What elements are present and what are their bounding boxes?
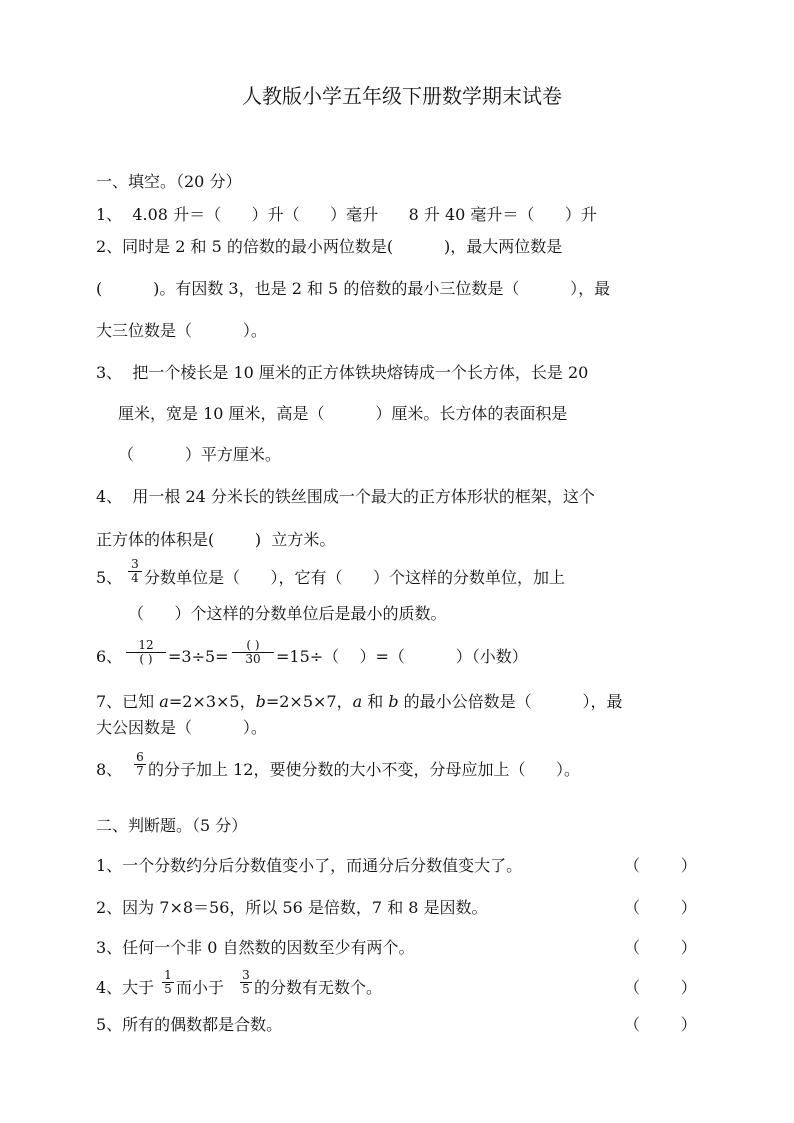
- q7-var-b: b: [255, 692, 266, 711]
- question-4-line2: 正方体的体积是( ) 立方米。: [96, 530, 336, 549]
- question-7-line2: 大公因数是（ ）。: [96, 718, 267, 737]
- question-8-rest: 的分子加上 12，要使分数的大小不变，分母应加上（ ）。: [148, 760, 580, 779]
- question-3-line3: （ ）平方厘米。: [118, 445, 281, 464]
- fraction-numerator: ( ): [246, 638, 260, 652]
- page-title: 人教版小学五年级下册数学期末试卷: [242, 84, 562, 108]
- fraction-denominator: 5: [242, 982, 250, 996]
- question-8-fraction: [134, 751, 146, 778]
- q7-var-a2: a: [352, 692, 363, 711]
- question-6-fraction-1: [126, 639, 166, 666]
- fraction-numerator: 3: [131, 557, 139, 571]
- judge-item-3-text: 3、任何一个非 0 自然数的因数至少有两个。: [96, 938, 415, 957]
- section2-heading: 二、判断题。（5 分）: [96, 816, 248, 835]
- judge-item-4-text-c: 的分数有无数个。: [254, 978, 383, 997]
- fraction-numerator: 3: [242, 968, 250, 982]
- judge-item-4-text-a: 4、大于: [96, 978, 155, 997]
- judge-item-1-paren: （ ）: [624, 856, 697, 875]
- q7-text-e: 的最小公倍数是（ ），最: [398, 692, 623, 711]
- fraction-numerator: 12: [138, 638, 154, 652]
- q7-text-b: =2×3×5，: [168, 692, 256, 711]
- q7-text-d: 和: [362, 692, 389, 711]
- section1-heading: 一、填空。（20 分）: [96, 172, 242, 191]
- fraction-denominator: 7: [136, 764, 144, 778]
- judge-item-5-text: 5、所有的偶数都是合数。: [96, 1015, 283, 1034]
- fraction-numerator: 1: [164, 968, 172, 982]
- judge-item-4-fraction-2: [240, 969, 252, 996]
- judge-item-4-fraction-1: [162, 969, 174, 996]
- question-6-mid: =3÷5=: [168, 647, 229, 666]
- question-6-fraction-2: [232, 639, 274, 666]
- fraction-denominator: ( ): [139, 652, 153, 666]
- question-3-line2: 厘米，宽是 10 厘米，高是（ ）厘米。长方体的表面积是: [118, 404, 568, 423]
- q7-var-a: a: [159, 692, 169, 711]
- judge-item-3-paren: （ ）: [624, 938, 697, 957]
- judge-item-2-text: 2、因为 7×8＝56，所以 56 是倍数，7 和 8 是因数。: [96, 898, 488, 917]
- question-5-line1: 分数单位是（ ），它有（ ）个这样的分数单位，加上: [144, 568, 566, 587]
- fraction-denominator: 30: [245, 652, 261, 666]
- q7-text-a: 7、已知: [96, 692, 160, 711]
- question-8-prefix: 8、: [96, 760, 123, 779]
- judge-item-1-text: 1、一个分数约分后分数值变小了，而通分后分数值变大了。: [96, 856, 523, 875]
- judge-item-4-paren: （ ）: [624, 978, 697, 997]
- question-6-rest: =15÷（ ）=（ ）（小数）: [276, 647, 528, 666]
- question-7-line1: [96, 692, 623, 712]
- question-5-prefix: 5、: [96, 568, 123, 587]
- question-1: 1、 4.08 升＝（ ）升（ ）毫升 8 升 40 毫升＝（ ）升: [96, 205, 597, 224]
- fraction-denominator: 4: [131, 571, 139, 585]
- question-3-line1: 3、 把一个棱长是 10 厘米的正方体铁块熔铸成一个长方体，长是 20: [96, 363, 589, 382]
- question-6-prefix: 6、: [96, 647, 123, 666]
- judge-item-5-paren: （ ）: [624, 1015, 697, 1034]
- fraction-numerator: 6: [136, 750, 144, 764]
- question-2-line2: ( )。有因数 3，也是 2 和 5 的倍数的最小三位数是（ ），最: [96, 279, 611, 298]
- question-5-fraction: [128, 558, 142, 585]
- question-4-line1: 4、 用一根 24 分米长的铁丝围成一个最大的正方体形状的框架，这个: [96, 487, 595, 506]
- fraction-denominator: 5: [164, 982, 172, 996]
- q7-text-c: =2×5×7，: [265, 692, 353, 711]
- judge-item-4-text-b: 而小于: [176, 978, 225, 997]
- question-5-line2: （ ）个这样的分数单位后是最小的质数。: [128, 604, 447, 623]
- question-2-line3: 大三位数是（ ）。: [96, 321, 267, 340]
- question-2-line1: 2、同时是 2 和 5 的倍数的最小两位数是( )，最大两位数是: [96, 237, 563, 256]
- judge-item-2-paren: （ ）: [624, 898, 697, 917]
- q7-var-b2: b: [388, 692, 399, 711]
